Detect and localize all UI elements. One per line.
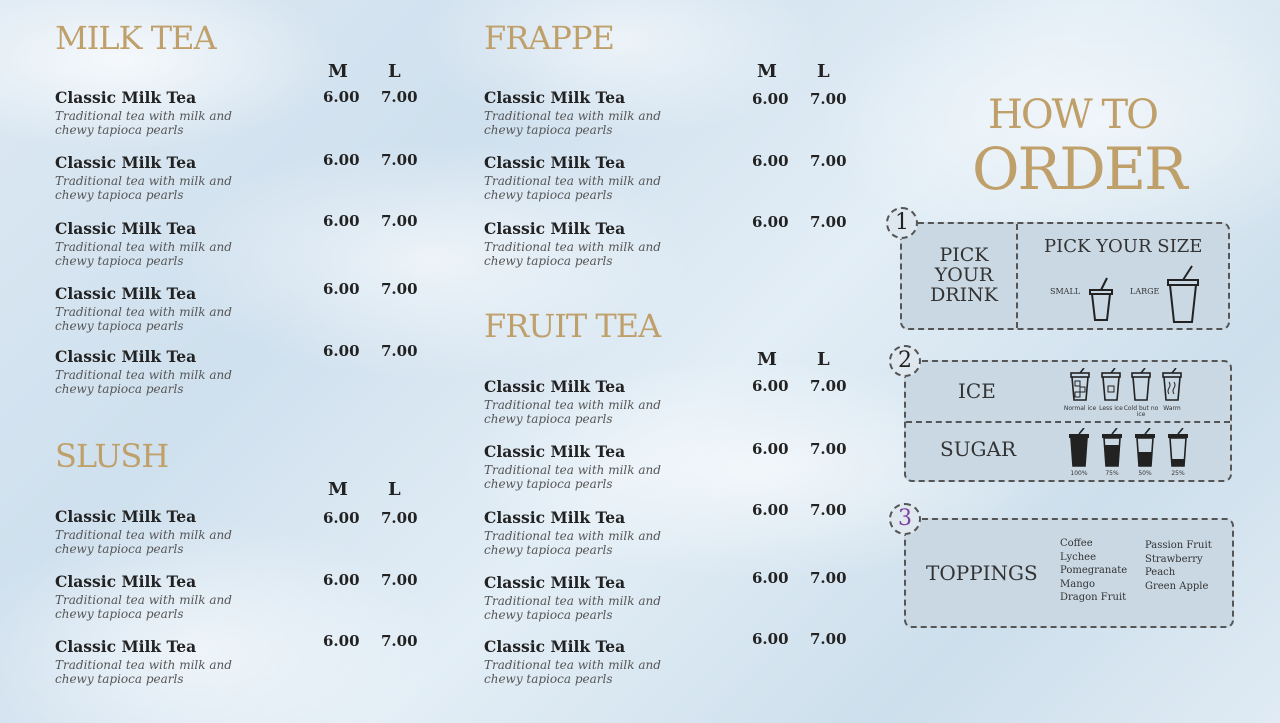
menu-item <box>55 153 435 209</box>
item-name: Classic Milk Tea <box>484 377 626 396</box>
price-large: 7.00 <box>381 571 418 589</box>
price-medium: 6.00 <box>323 88 360 106</box>
menu-item <box>55 572 435 628</box>
menu-item <box>55 342 435 403</box>
how-to-heading: HOW TO <box>988 92 1157 138</box>
price-medium: 6.00 <box>323 632 360 650</box>
price-large: 7.00 <box>381 88 418 106</box>
item-description: Traditional tea with milk and chewy tapioca pearls <box>484 109 661 137</box>
item-name: Classic Milk Tea <box>55 284 197 303</box>
item-name: Classic Milk Tea <box>55 347 197 366</box>
price-large: 7.00 <box>810 90 847 108</box>
item-description: Traditional tea with milk and chewy tapioca pearls <box>55 240 232 268</box>
frappe-heading: FRAPPE <box>484 19 614 57</box>
menu-item <box>484 501 864 564</box>
item-name: Classic Milk Tea <box>55 637 197 656</box>
price-medium: 6.00 <box>752 90 789 108</box>
frappe-col-m: M <box>757 61 777 82</box>
price-medium: 6.00 <box>323 571 360 589</box>
item-name: Classic Milk Tea <box>55 572 197 591</box>
ice-cup-icon <box>1099 368 1123 402</box>
price-medium: 6.00 <box>752 440 789 458</box>
price-large: 7.00 <box>381 280 418 298</box>
small-cup-icon <box>1088 276 1114 322</box>
sugar-option-label: 100% <box>1070 470 1088 477</box>
ice-option-label: Normal ice <box>1063 405 1097 412</box>
item-name: Classic Milk Tea <box>484 637 626 656</box>
price-large: 7.00 <box>381 509 418 527</box>
menu-item <box>55 280 435 340</box>
price-large: 7.00 <box>810 569 847 587</box>
slush-col-l: L <box>388 479 401 500</box>
milk-tea-heading: MILK TEA <box>55 19 216 57</box>
large-size-label: LARGE <box>1130 287 1160 296</box>
item-description: Traditional tea with milk and chewy tapioca pearls <box>484 658 661 686</box>
item-description: Traditional tea with milk and chewy tapioca pearls <box>55 368 232 396</box>
topping-item: Green Apple <box>1145 580 1209 592</box>
sugar-option-label: 75% <box>1105 470 1119 477</box>
sugar-cup-icon <box>1165 428 1191 468</box>
sugar-cup-icon <box>1132 428 1158 468</box>
menu-item <box>55 632 435 693</box>
price-medium: 6.00 <box>323 212 360 230</box>
frappe-col-l: L <box>817 61 830 82</box>
topping-item: Strawberry <box>1145 553 1203 565</box>
price-medium: 6.00 <box>752 377 789 395</box>
item-name: Classic Milk Tea <box>55 219 197 238</box>
slush-col-m: M <box>328 479 348 500</box>
item-description: Traditional tea with milk and chewy tapioca pearls <box>484 240 661 268</box>
price-medium: 6.00 <box>752 213 789 231</box>
menu-item <box>484 377 864 433</box>
warm-cup-icon <box>1160 368 1184 402</box>
ice-label: ICE <box>958 379 996 403</box>
item-description: Traditional tea with milk and chewy tapioca pearls <box>55 528 232 556</box>
item-name: Classic Milk Tea <box>484 88 626 107</box>
item-description: Traditional tea with milk and chewy tapioca pearls <box>55 109 232 137</box>
pick-drink-label: PICK YOUR DRINK <box>930 244 998 306</box>
price-medium: 6.00 <box>752 152 789 170</box>
price-large: 7.00 <box>381 632 418 650</box>
menu-item <box>484 442 864 498</box>
toppings-label: TOPPINGS <box>926 561 1038 585</box>
item-name: Classic Milk Tea <box>55 507 197 526</box>
price-medium: 6.00 <box>752 569 789 587</box>
sugar-label: SUGAR <box>940 437 1017 461</box>
topping-item: Mango <box>1060 578 1096 590</box>
menu-item <box>55 212 435 275</box>
price-large: 7.00 <box>810 213 847 231</box>
small-size-label: SMALL <box>1050 287 1081 296</box>
price-medium: 6.00 <box>323 342 360 360</box>
price-large: 7.00 <box>810 152 847 170</box>
menu-item <box>484 569 864 629</box>
item-description: Traditional tea with milk and chewy tapioca pearls <box>484 398 661 426</box>
fruit-tea-col-l: L <box>817 349 830 370</box>
topping-item: Coffee <box>1060 538 1093 549</box>
price-medium: 6.00 <box>752 501 789 519</box>
price-medium: 6.00 <box>323 280 360 298</box>
fruit-tea-col-m: M <box>757 349 777 370</box>
ice-cup-icon <box>1129 368 1153 402</box>
sugar-option-label: 50% <box>1138 470 1152 477</box>
fruit-tea-heading: FRUIT TEA <box>484 307 661 345</box>
item-name: Classic Milk Tea <box>55 88 197 107</box>
milk-tea-col-m: M <box>328 61 348 82</box>
topping-item: Lychee <box>1060 551 1096 563</box>
price-large: 7.00 <box>381 342 418 360</box>
ice-option-label: Warm <box>1163 405 1181 412</box>
menu-item <box>484 153 864 209</box>
item-description: Traditional tea with milk and chewy tapioca pearls <box>55 593 232 621</box>
price-large: 7.00 <box>381 151 418 169</box>
price-large: 7.00 <box>810 377 847 395</box>
milk-tea-col-l: L <box>388 61 401 82</box>
large-cup-icon <box>1166 264 1200 324</box>
menu-item <box>484 630 864 693</box>
topping-item: Peach <box>1145 567 1176 578</box>
item-description: Traditional tea with milk and chewy tapioca pearls <box>484 174 661 202</box>
step2-number: 2 <box>889 345 921 377</box>
step3-number: 3 <box>889 503 921 535</box>
sugar-cup-icon <box>1066 428 1092 468</box>
slush-heading: SLUSH <box>55 437 169 475</box>
step2-divider <box>906 421 1230 423</box>
menu-item <box>55 507 435 563</box>
price-medium: 6.00 <box>323 509 360 527</box>
order-heading: ORDER <box>972 135 1186 203</box>
topping-item: Dragon Fruit <box>1060 592 1127 603</box>
pick-size-label: PICK YOUR SIZE <box>1044 236 1203 257</box>
ice-option-label: Cold but no ice <box>1123 405 1159 418</box>
menu-item <box>484 88 864 144</box>
price-large: 7.00 <box>810 440 847 458</box>
price-medium: 6.00 <box>752 630 789 648</box>
item-name: Classic Milk Tea <box>55 153 197 172</box>
item-description: Traditional tea with milk and chewy tapioca pearls <box>484 529 661 557</box>
sugar-option-label: 25% <box>1171 470 1185 477</box>
item-description: Traditional tea with milk and chewy tapioca pearls <box>484 463 661 491</box>
step1-divider <box>1016 224 1018 328</box>
sugar-cup-icon <box>1099 428 1125 468</box>
toppings-list-left <box>1060 537 1127 605</box>
toppings-list-right <box>1145 539 1212 593</box>
item-name: Classic Milk Tea <box>484 573 626 592</box>
item-name: Classic Milk Tea <box>484 442 626 461</box>
step1-number: 1 <box>886 207 918 239</box>
price-medium: 6.00 <box>323 151 360 169</box>
item-name: Classic Milk Tea <box>484 219 626 238</box>
item-description: Traditional tea with milk and chewy tapioca pearls <box>55 305 232 333</box>
price-large: 7.00 <box>810 501 847 519</box>
ice-option-label: Less ice <box>1099 405 1123 412</box>
item-name: Classic Milk Tea <box>484 508 626 527</box>
price-large: 7.00 <box>810 630 847 648</box>
ice-cup-icon <box>1068 368 1092 402</box>
price-large: 7.00 <box>381 212 418 230</box>
item-name: Classic Milk Tea <box>484 153 626 172</box>
topping-item: Pomegranate <box>1060 565 1128 576</box>
menu-item <box>55 88 435 144</box>
menu-item <box>484 213 864 275</box>
item-description: Traditional tea with milk and chewy tapioca pearls <box>55 658 232 686</box>
item-description: Traditional tea with milk and chewy tapioca pearls <box>55 174 232 202</box>
item-description: Traditional tea with milk and chewy tapioca pearls <box>484 594 661 622</box>
topping-item: Passion Fruit <box>1145 540 1212 551</box>
